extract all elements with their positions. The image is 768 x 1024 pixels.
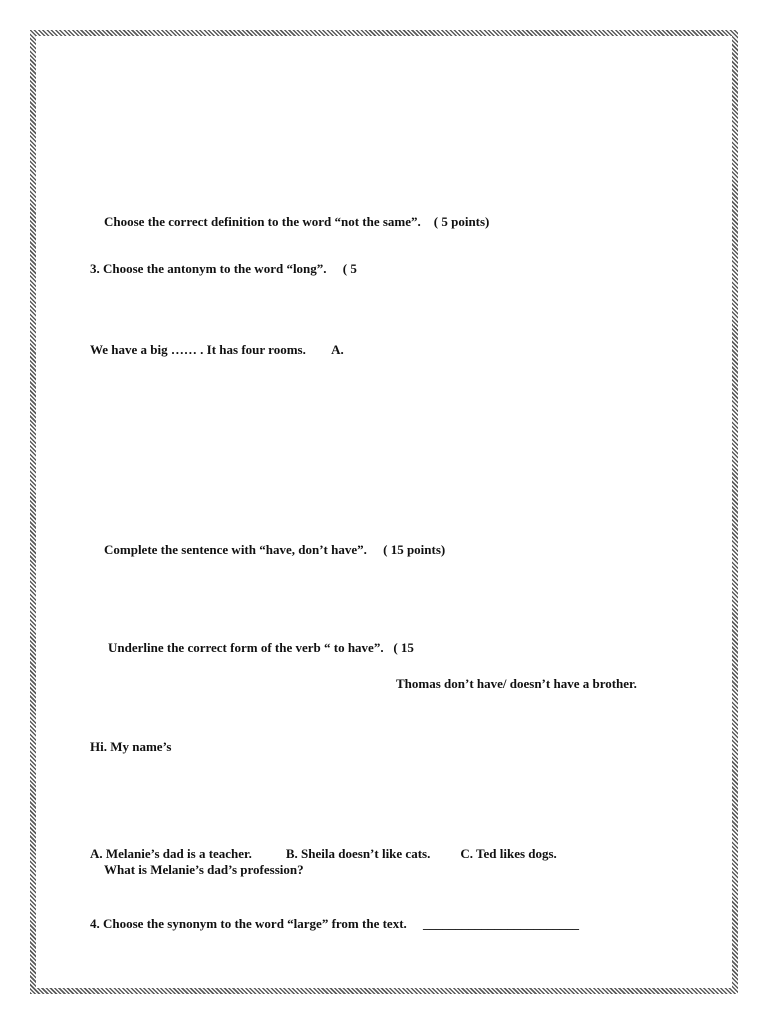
answer-options-row [90, 846, 557, 862]
option-c: C. Ted likes dogs. [460, 846, 557, 861]
question-profession: What is Melanie’s dad’s profession? [104, 862, 304, 877]
option-a: A. Melanie’s dad is a teacher. [90, 846, 252, 861]
greeting-line: Hi. My name’s [90, 739, 172, 754]
question-underline-verb: Underline the correct form of the verb “ to have”. ( 15 [108, 640, 414, 655]
question-synonym: 4. Choose the synonym to the word “large” from the text. ________________________ [90, 916, 580, 931]
sentence-thomas: Thomas don’t have/ doesn’t have a brother. [396, 676, 637, 691]
sentence-house: We have a big …… . It has four rooms. A. [90, 342, 344, 357]
question-definition: Choose the correct definition to the word “not the same”. ( 5 points) [104, 214, 490, 229]
option-b: B. Sheila doesn’t like cats. [285, 846, 431, 861]
question-antonym: 3. Choose the antonym to the word “long”. ( 5 [90, 261, 357, 276]
question-complete-sentence: Complete the sentence with “have, don’t have”. ( 15 points) [104, 542, 446, 557]
